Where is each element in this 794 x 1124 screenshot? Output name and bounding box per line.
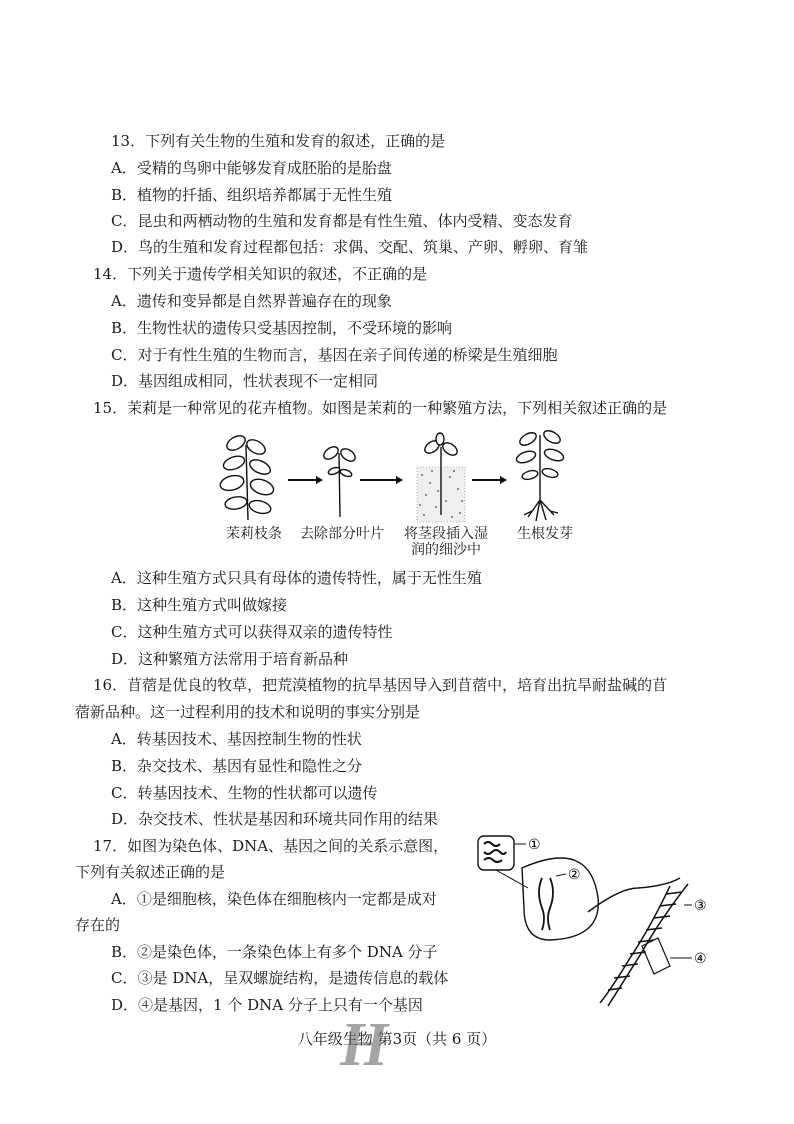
q13-option-d: D．鸟的生殖和发育过程都包括：求偶、交配、筑巢、产卵、孵卵、育雏: [111, 238, 589, 256]
q16-option-a: A．转基因技术、基因控制生物的性状: [111, 730, 362, 748]
caption-jasmine-branch: 茉莉枝条: [226, 526, 282, 542]
q15-option-a: A．这种生殖方式只具有母体的遗传特性，属于无性生殖: [111, 569, 482, 587]
q16-stem-line2: 蓿新品种。这一过程利用的技术和说明的事实分别是: [75, 703, 421, 721]
nucleus-drawing: [478, 836, 526, 870]
watermark-logo: H: [340, 1011, 385, 1079]
caption-remove-leaves: 去除部分叶片: [300, 526, 384, 542]
q13-stem: 13．下列有关生物的生殖和发育的叙述，正确的是: [111, 132, 446, 150]
trimmed-stem-drawing: [322, 444, 358, 517]
gene-segment-box: [642, 938, 692, 974]
cell-drawing: [496, 858, 598, 940]
caption-insert-stem-line2: 润的细沙中: [411, 542, 481, 558]
arrow-2: [360, 476, 403, 484]
q17-stem-line2: 下列有关叙述正确的是: [75, 863, 226, 881]
q13-option-b: B．植物的扦插、组织培养都属于无性生殖: [111, 186, 393, 204]
chromosome-dna-gene-diagram: [470, 828, 720, 1008]
rooted-plant-drawing: [515, 428, 565, 521]
q14-option-c: C．对于有性生殖的生物而言，基因在亲子间传递的桥梁是生殖细胞: [111, 346, 558, 364]
q17-stem-line1: 17．如图为染色体、DNA、基因之间的关系示意图，: [93, 837, 449, 855]
label-2: ②: [568, 867, 581, 883]
label-4: ④: [694, 951, 707, 967]
q15-option-c: C．这种生殖方式可以获得双亲的遗传特性: [111, 623, 393, 641]
jasmine-branch-drawing: [219, 433, 276, 520]
jasmine-propagation-figure: [210, 425, 590, 525]
q17-option-a-line2: 存在的: [75, 916, 121, 934]
q15-option-b: B．这种生殖方式叫做嫁接: [111, 596, 288, 614]
q16-stem-line1: 16．苜蓿是优良的牧草，把荒漠植物的抗旱基因导入到苜蓿中，培育出抗旱耐盐碱的苜: [93, 676, 668, 694]
q16-option-d: D．杂交技术、性状是基因和环境共同作用的结果: [111, 810, 439, 828]
arrow-1: [288, 476, 323, 484]
q13-option-c: C．昆虫和两栖动物的生殖和发育都是有性生殖、体内受精、变态发育: [111, 212, 573, 230]
q17-option-b: B．②是染色体，一条染色体上有多个 DNA 分子: [111, 943, 438, 961]
q14-option-d: D．基因组成相同，性状表现不一定相同: [111, 372, 379, 390]
q17-option-c: C．③是 DNA，呈双螺旋结构，是遗传信息的载体: [111, 969, 449, 987]
arrow-3: [472, 476, 507, 484]
page-footer: 八年级生物 第3页（共 6 页）: [297, 1030, 497, 1048]
caption-rooting: 生根发芽: [517, 526, 573, 542]
q16-option-b: B．杂交技术、基因有显性和隐性之分: [111, 757, 363, 775]
q14-stem: 14．下列关于遗传学相关知识的叙述，不正确的是: [93, 265, 428, 283]
q15-stem: 15．茉莉是一种常见的花卉植物。如图是茉莉的一种繁殖方法，下列相关叙述正确的是: [93, 399, 668, 417]
q15-option-d: D．这种繁殖方法常用于培育新品种: [111, 650, 349, 668]
q17-option-d: D．④是基因，1 个 DNA 分子上只有一个基因: [111, 996, 423, 1014]
q14-option-a: A．遗传和变异都是自然界普遍存在的现象: [111, 292, 392, 310]
q16-option-c: C．转基因技术、生物的性状都可以遗传: [111, 784, 378, 802]
label-1: ①: [528, 837, 541, 853]
caption-insert-stem-line1: 将茎段插入湿: [404, 526, 488, 542]
q13-option-a: A．受精的鸟卵中能够发育成胚胎的是胎盘: [111, 159, 392, 177]
q17-option-a-line1: A．①是细胞核，染色体在细胞核内一定都是成对: [111, 890, 437, 908]
dna-strand-drawing: [588, 878, 688, 1006]
label-3: ③: [694, 898, 707, 914]
q14-option-b: B．生物性状的遗传只受基因控制，不受环境的影响: [111, 319, 453, 337]
stem-in-sand-drawing: [417, 433, 465, 522]
